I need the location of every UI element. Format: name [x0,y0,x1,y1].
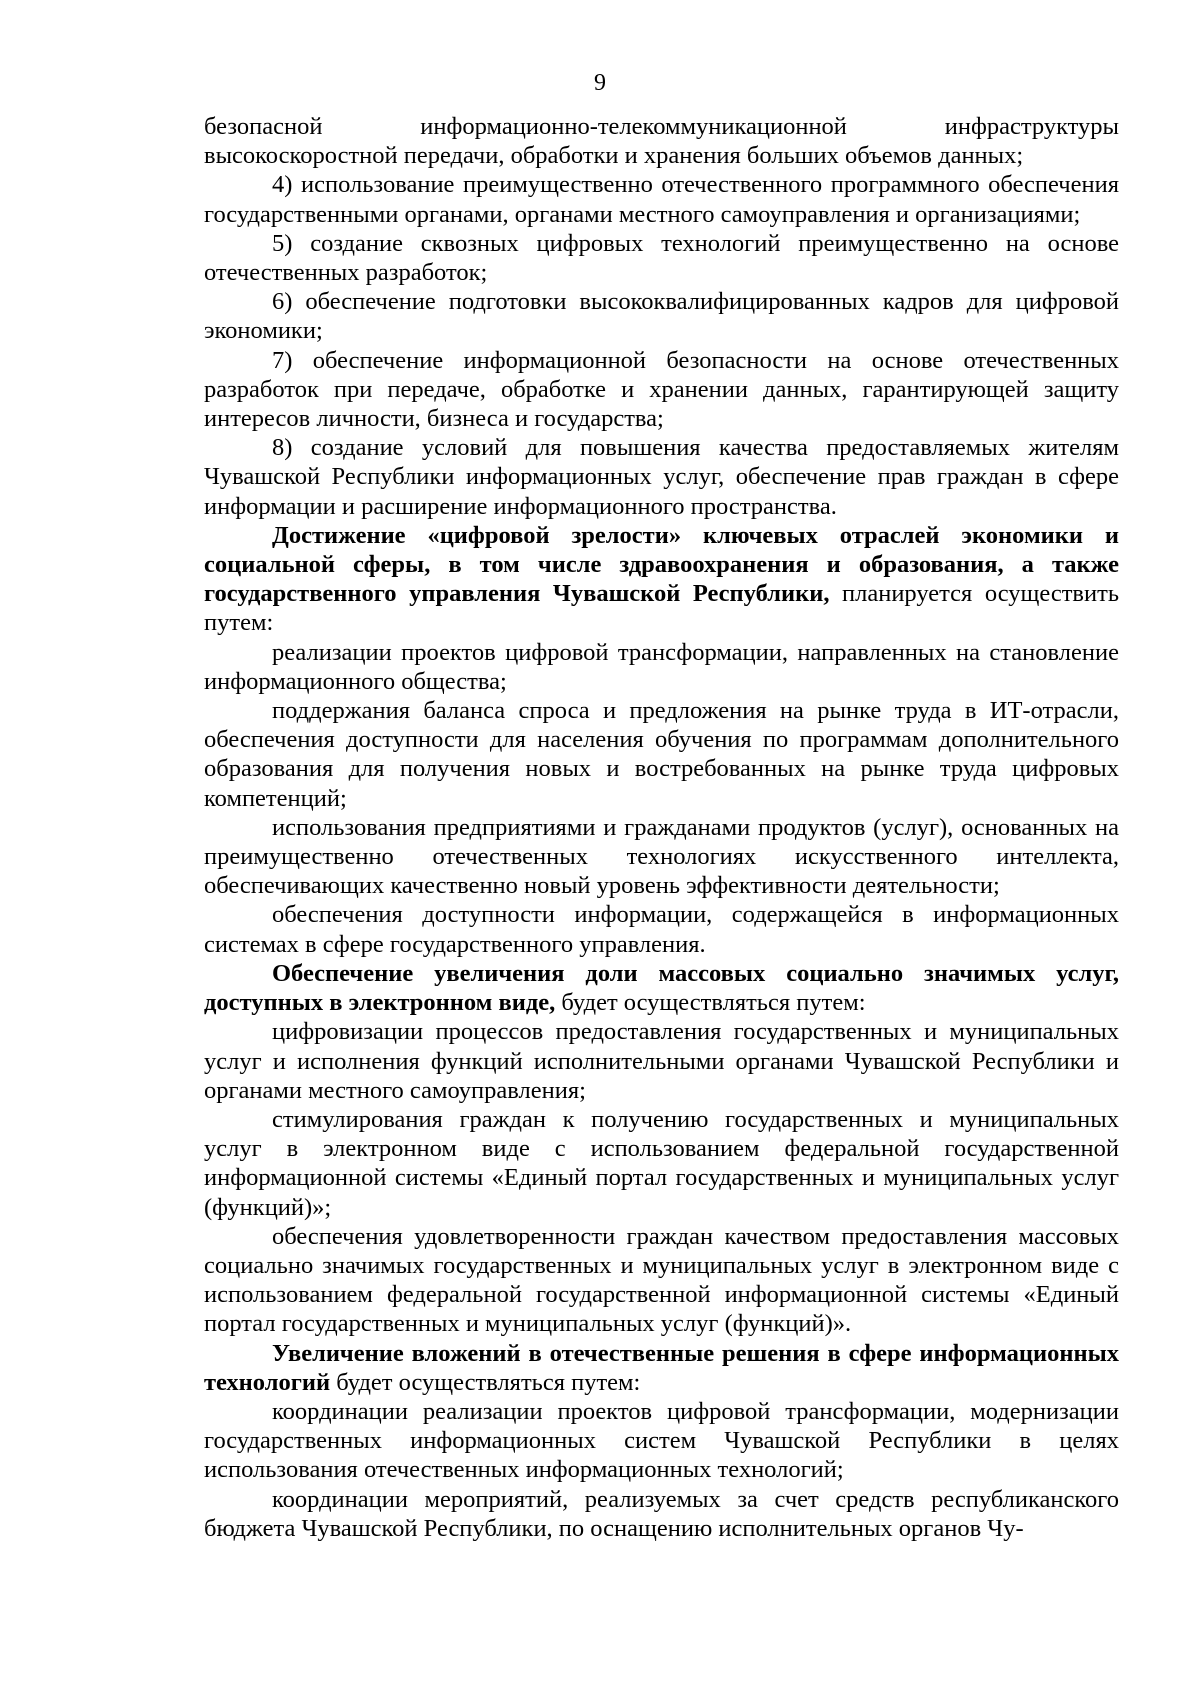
paragraph-text: планируется осуществить путем: [204,580,1119,637]
paragraph: реализации проектов цифровой трансформации, направленных на становление информационного общества; [204,638,1119,695]
paragraph: использования предприятиями и гражданами продуктов (услуг), основанных на преимущественно отечественных технологиях искусственного интеллекта, обеспечивающих качественно новый уровень эффективности деятельности; [204,813,1119,900]
section-heading: Достижение «цифровой зрелости» ключевых отраслей экономики и социальной сферы, в том числе здравоохранения и образования, а также государственного управления Чувашской Республики, [204,521,1119,608]
list-item: 5) создание сквозных цифровых технологий преимущественно на основе отечественных разработок; [204,229,1119,287]
paragraph: обеспечения доступности информации, содержащейся в информационных системах в сфере государственного управления. [204,901,1119,958]
list-item: 8) создание условий для повышения качества предоставляемых жителям Чувашской Республики информационных услуг, обеспечение прав граждан в сфере информации и расширение информационного пространства. [204,434,1119,520]
paragraph: обеспечения удовлетворенности граждан качеством предоставления массовых социально значимых государственных и муниципальных услуг в электронном виде с использованием федеральной государственной информационной системы «Единый портал государственных и муниципальных услуг (функций)». [204,1222,1119,1338]
paragraph-text: будет осуществляться путем: [330,1368,641,1396]
paragraph-text: будет осуществляться путем: [555,989,866,1017]
section-heading: Обеспечение увеличения доли массовых социально значимых услуг, доступных в электронном виде, [204,959,1119,1017]
paragraph: координации мероприятий, реализуемых за счет средств республиканского бюджета Чувашской Республики, по оснащению исполнительных органов Чу- [204,1485,1119,1542]
section-paragraph [204,959,1119,1017]
page-number: 9 [594,70,606,96]
list-item: 6) обеспечение подготовки высококвалифицированных кадров для цифровой экономики; [204,288,1119,345]
section-paragraph [204,1339,1119,1397]
paragraph: координации реализации проектов цифровой трансформации, модернизации государственных информационных систем Чувашской Республики в целях использования отечественных информационных технологий; [204,1397,1119,1484]
list-item: 7) обеспечение информационной безопасности на основе отечественных разработок при передаче, обработке и хранении данных, гарантирующей защиту интересов личности, бизнеса и государства; [204,346,1119,433]
paragraph: безопасной информационно-телекоммуникационной инфраструктуры высокоскоростной передачи, обработки и хранения больших объемов данных; [204,113,1119,170]
paragraph: стимулирования граждан к получению государственных и муниципальных услуг в электронном виде с использованием федеральной государственной информационной системы «Единый портал государственных и муниципальных услуг (функций)»; [204,1105,1119,1221]
paragraph: поддержания баланса спроса и предложения на рынке труда в ИТ-отрасли, обеспечения доступности для населения обучения по программам дополнительного образования для получения новых и востребованных на рынке труда цифровых компетенций; [204,697,1119,812]
section-paragraph [204,521,1119,638]
paragraph: цифровизации процессов предоставления государственных и муниципальных услуг и исполнения функций исполнительными органами Чувашской Республики и органами местного самоуправления; [204,1018,1119,1104]
section-heading: Увеличение вложений в отечественные решения в сфере информационных технологий [204,1339,1119,1396]
document-body [204,112,1119,1543]
list-item: 4) использование преимущественно отечественного программного обеспечения государственными органами, органами местного самоуправления и организациями; [204,171,1119,228]
